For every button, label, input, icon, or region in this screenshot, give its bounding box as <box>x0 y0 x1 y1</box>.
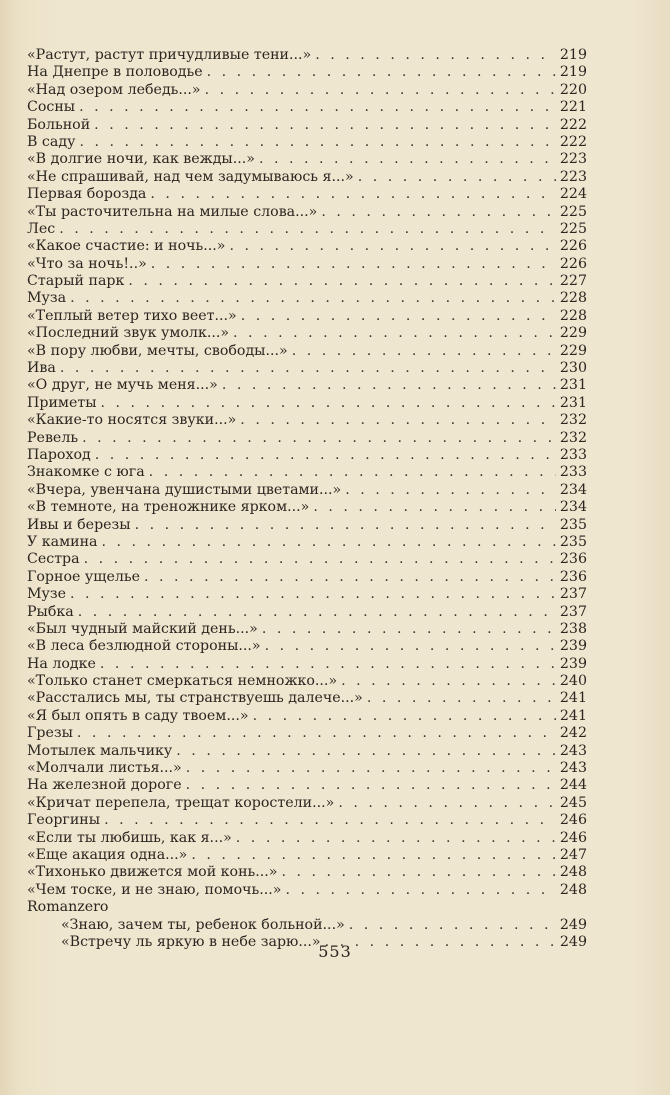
toc-leader-dots <box>313 499 556 516</box>
toc-leader-dots <box>70 290 556 307</box>
toc-leader-dots <box>128 273 556 290</box>
toc-leader-dots <box>59 221 556 238</box>
toc-entry-title: Муза <box>27 290 67 307</box>
toc-entry-page: 248 <box>559 881 587 898</box>
toc-entry <box>27 534 587 551</box>
toc-entry-page: 225 <box>559 220 587 237</box>
toc-entry <box>27 151 587 168</box>
toc-entry-page: 223 <box>559 168 587 185</box>
toc-entry <box>27 777 587 794</box>
toc-entry-title: Первая борозда <box>27 186 147 203</box>
toc-leader-dots <box>104 812 556 829</box>
toc-entry-page: 242 <box>559 725 587 742</box>
toc-entry-page: 219 <box>559 64 587 81</box>
toc-entry-page: 228 <box>559 307 587 324</box>
toc-entry <box>27 360 587 377</box>
toc-entry <box>27 464 587 481</box>
toc-entry-page: 220 <box>559 81 587 98</box>
page-number: 553 <box>318 942 352 961</box>
toc-entry-title: «Какие-то носятся звуки...» <box>27 412 237 429</box>
toc-leader-dots <box>349 917 556 934</box>
toc-entry-page: 246 <box>559 829 587 846</box>
toc-entry <box>27 864 587 881</box>
toc-leader-dots <box>102 534 556 551</box>
toc-entry <box>27 256 587 273</box>
toc-entry-page: 231 <box>559 377 587 394</box>
toc-entry-page: 246 <box>559 812 587 829</box>
toc-section-heading <box>27 899 587 916</box>
toc-entry-title: «Не спрашивай, над чем задумываюсь я...» <box>27 168 354 185</box>
toc-entry <box>27 82 587 99</box>
toc-entry <box>27 812 587 829</box>
toc-entry-title: Знакомке с юга <box>27 464 145 481</box>
toc-entry-page: 243 <box>559 742 587 759</box>
toc-entry-page: 228 <box>559 290 587 307</box>
toc-entry-title: «Знаю, зачем ты, ребенок больной...» <box>61 916 345 933</box>
toc-entry-title: Старый парк <box>27 273 125 290</box>
toc-entry <box>27 325 587 342</box>
toc-entry-page: 226 <box>559 255 587 272</box>
toc-entry-title: «Только станет смеркаться немножко...» <box>27 673 338 690</box>
toc-entry-page: 233 <box>559 464 587 481</box>
toc-entry-page: 223 <box>559 151 587 168</box>
toc-entry <box>27 604 587 621</box>
toc-leader-dots <box>79 99 556 116</box>
toc-entry-title: «Расстались мы, ты странствуешь далече...» <box>27 690 363 707</box>
toc-entry <box>27 99 587 116</box>
toc-entry-page: 237 <box>559 603 587 620</box>
toc-leader-dots <box>236 830 556 847</box>
toc-leader-dots <box>240 412 556 429</box>
toc-entry-title: На железной дороге <box>27 777 182 794</box>
toc-entry-page: 234 <box>559 481 587 498</box>
toc-entry-page: 225 <box>559 203 587 220</box>
toc-entry-page: 229 <box>559 342 587 359</box>
toc-entry-title: В саду <box>27 133 76 150</box>
toc-entry-page: 235 <box>559 516 587 533</box>
toc-entry <box>27 290 587 307</box>
toc-entry-title: Горное ущелье <box>27 568 140 585</box>
toc-entry-page: 234 <box>559 499 587 516</box>
toc-entry <box>27 569 587 586</box>
toc-entry <box>27 499 587 516</box>
toc-entry <box>27 221 587 238</box>
toc-entry-title: Сестра <box>27 551 80 568</box>
toc-entry <box>27 273 587 290</box>
toc-entry-page: 222 <box>559 116 587 133</box>
toc-entry <box>27 204 587 221</box>
toc-entry-title: «В пору любви, мечты, свободы...» <box>27 342 288 359</box>
toc-entry <box>27 395 587 412</box>
toc-leader-dots <box>253 708 556 725</box>
toc-entry <box>27 830 587 847</box>
toc-entry <box>27 743 587 760</box>
toc-entry <box>27 169 587 186</box>
toc-entry <box>27 725 587 742</box>
toc-entry-title: «Вчера, увенчана душистыми цветами...» <box>27 481 342 498</box>
toc-leader-dots <box>186 777 556 794</box>
toc-entry <box>27 621 587 638</box>
toc-entry <box>27 64 587 81</box>
toc-entry <box>27 517 587 534</box>
toc-entry-title: «В долгие ночи, как вежды...» <box>27 151 255 168</box>
toc-entry-title: Сосны <box>27 99 76 116</box>
toc-entry-page: 241 <box>559 707 587 724</box>
toc-entry-page: 237 <box>559 586 587 603</box>
toc-leader-dots <box>82 430 556 447</box>
toc-entry-title: Ревель <box>27 429 79 446</box>
toc-entry-page: 241 <box>559 690 587 707</box>
toc-entry-page: 235 <box>559 533 587 550</box>
toc-entry-title: «В леса безлюдной стороны...» <box>27 638 261 655</box>
toc-leader-dots <box>241 308 556 325</box>
toc-leader-dots <box>151 256 556 273</box>
toc-leader-dots <box>292 343 556 360</box>
toc-leader-dots <box>259 151 556 168</box>
toc-leader-dots <box>100 656 556 673</box>
toc-entry-page: 229 <box>559 325 587 342</box>
toc-entry-page: 248 <box>559 864 587 881</box>
toc-entry <box>27 551 587 568</box>
toc-entry <box>27 412 587 429</box>
toc-entry <box>27 586 587 603</box>
toc-entry-title: «Встречу ль яркую в небе зарю...» <box>61 933 321 950</box>
toc-leader-dots <box>60 360 556 377</box>
toc-entry-title: «Последний звук умолк...» <box>27 325 230 342</box>
toc-entry <box>27 760 587 777</box>
toc-entry <box>27 377 587 394</box>
toc-entry-page: 238 <box>559 620 587 637</box>
toc-entry-page: 230 <box>559 360 587 377</box>
toc-entry-title: «Теплый ветер тихо веет...» <box>27 307 237 324</box>
toc-entry-page: 224 <box>559 186 587 203</box>
toc-leader-dots <box>94 117 556 134</box>
toc-entry-page: 236 <box>559 568 587 585</box>
toc-entry <box>27 656 587 673</box>
toc-leader-dots <box>285 882 555 899</box>
toc-entry-title: Музе <box>27 586 67 603</box>
toc-entry-title: «В темноте, на треножнике ярком...» <box>27 499 310 516</box>
toc-entry-page: 244 <box>559 777 587 794</box>
toc-entry-title: Ива <box>27 360 56 377</box>
toc-entry-title: Грезы <box>27 725 73 742</box>
toc-entry <box>27 47 587 64</box>
toc-entry-page: 221 <box>559 99 587 116</box>
toc-leader-dots <box>191 847 556 864</box>
toc-leader-dots <box>70 586 556 603</box>
toc-entry <box>27 308 587 325</box>
toc-entry <box>27 430 587 447</box>
toc-entry-title: «Какое счастие: и ночь...» <box>27 238 226 255</box>
toc-entry <box>27 638 587 655</box>
toc-entry-page: 239 <box>559 638 587 655</box>
toc-leader-dots <box>281 864 555 881</box>
toc-leader-dots <box>186 760 556 777</box>
toc-entry-title: Ивы и березы <box>27 516 131 533</box>
toc-entry-title: «Был чудный майский день...» <box>27 620 258 637</box>
toc-entry-page: 233 <box>559 446 587 463</box>
toc-leader-dots <box>341 673 556 690</box>
toc-entry <box>27 673 587 690</box>
toc-leader-dots <box>205 82 556 99</box>
toc-entry-title: «Растут, растут причудливые тени...» <box>27 47 312 63</box>
toc-entry-title: Мотылек мальчику <box>27 742 173 759</box>
toc-entry <box>27 690 587 707</box>
toc-leader-dots <box>207 64 556 81</box>
toc-entry-title: У камина <box>27 533 98 550</box>
toc-entry <box>27 117 587 134</box>
toc-leader-dots <box>345 482 556 499</box>
toc-entry <box>27 708 587 725</box>
toc-entry <box>27 186 587 203</box>
toc-entry-page: 222 <box>559 133 587 150</box>
toc-entry-page: 249 <box>559 933 587 950</box>
toc-entry-title: «Молчали листья...» <box>27 760 182 777</box>
toc-entry-page: 240 <box>559 673 587 690</box>
toc-entry-page: 236 <box>559 551 587 568</box>
toc-entry-title: «Ты расточительна на милые слова...» <box>27 203 318 220</box>
toc-entry-title: Рыбка <box>27 603 74 620</box>
toc-entry-page: 231 <box>559 394 587 411</box>
toc-leader-dots <box>367 690 556 707</box>
toc-entry-title: «Я был опять в саду твоем...» <box>27 707 249 724</box>
toc-leader-dots <box>100 395 555 412</box>
toc-entry-title: «Тихонько движется мой конь...» <box>27 864 278 881</box>
toc-leader-dots <box>233 325 556 342</box>
toc-entry-title: «Что за ночь!..» <box>27 255 147 272</box>
toc-leader-dots <box>78 604 556 621</box>
toc-entry-page: 226 <box>559 238 587 255</box>
toc-entry-title: «Если ты любишь, как я...» <box>27 829 232 846</box>
toc-entry <box>27 134 587 151</box>
toc-entry-page: 247 <box>559 846 587 863</box>
toc-entry-page: 245 <box>559 794 587 811</box>
toc-entry-title: Приметы <box>27 394 97 411</box>
toc-leader-dots <box>150 186 556 203</box>
toc-entry-page: 219 <box>559 47 587 63</box>
toc-entry-title: Romanzero <box>27 899 109 916</box>
table-of-contents <box>27 47 587 951</box>
toc-leader-dots <box>135 517 556 534</box>
toc-leader-dots <box>176 743 556 760</box>
toc-entry <box>27 847 587 864</box>
toc-entry-title: На лодке <box>27 655 96 672</box>
toc-entry-page: 227 <box>559 273 587 290</box>
toc-entry <box>27 343 587 360</box>
toc-entry-page: 239 <box>559 655 587 672</box>
toc-leader-dots <box>144 569 556 586</box>
toc-entry-title: «Над озером лебедь...» <box>27 81 201 98</box>
toc-entry-title: «Еще акация одна...» <box>27 846 188 863</box>
toc-leader-dots <box>79 134 555 151</box>
toc-entry-title: Пароход <box>27 446 91 463</box>
toc-leader-dots <box>321 204 556 221</box>
toc-leader-dots <box>149 464 556 481</box>
toc-entry-title: «Чем тоске, и не знаю, помочь...» <box>27 881 282 898</box>
toc-leader-dots <box>95 447 556 464</box>
toc-entry-title: «Кричат перепела, трещат коростели...» <box>27 794 335 811</box>
toc-leader-dots <box>222 377 556 394</box>
toc-entry-page: 243 <box>559 760 587 777</box>
toc-leader-dots <box>77 725 556 742</box>
toc-entry <box>27 795 587 812</box>
toc-entry-title: Лес <box>27 220 56 237</box>
toc-entry-page: 232 <box>559 412 587 429</box>
toc-leader-dots <box>229 238 555 255</box>
toc-leader-dots <box>338 795 556 812</box>
toc-entry <box>27 238 587 255</box>
toc-leader-dots <box>84 551 556 568</box>
toc-entry <box>27 917 587 934</box>
toc-entry-title: Георгины <box>27 812 101 829</box>
toc-entry-title: «О друг, не мучь меня...» <box>27 377 218 394</box>
toc-entry <box>27 482 587 499</box>
toc-leader-dots <box>262 621 556 638</box>
toc-entry-page: 232 <box>559 429 587 446</box>
toc-leader-dots <box>358 169 556 186</box>
toc-leader-dots <box>265 638 556 655</box>
toc-entry <box>27 882 587 899</box>
toc-entry-title: На Днепре в половодье <box>27 64 203 81</box>
toc-entry-title: Больной <box>27 116 91 133</box>
toc-entry-page: 249 <box>559 916 587 933</box>
toc-entry <box>27 447 587 464</box>
toc-leader-dots <box>315 47 556 64</box>
